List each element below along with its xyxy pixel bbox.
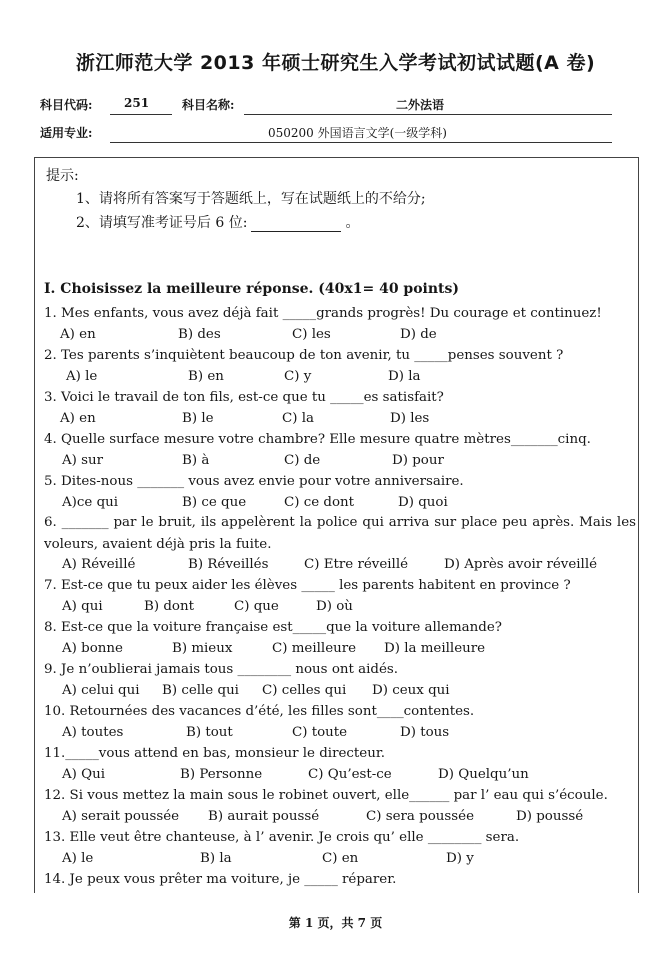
option-4d: D) pour <box>392 453 444 468</box>
tips-heading: 提示: <box>46 168 79 184</box>
option-7b: B) dont <box>144 599 194 614</box>
option-1b: B) des <box>178 327 221 342</box>
question-14: 14. Je peux vous prêter ma voiture, je _____ réparer. <box>44 872 397 887</box>
option-2b: B) en <box>188 369 224 384</box>
option-4b: B) à <box>182 453 210 468</box>
option-8a: A) bonne <box>62 641 123 656</box>
option-9b: B) celle qui <box>162 683 239 698</box>
option-3b: B) le <box>182 411 214 426</box>
option-6d: D) Après avoir réveillé <box>444 557 598 572</box>
option-11b: B) Personne <box>180 767 263 782</box>
option-10a: A) toutes <box>62 725 124 740</box>
option-10d: D) tous <box>400 725 450 740</box>
option-2d: D) la <box>388 369 421 384</box>
option-3d: D) les <box>390 411 430 426</box>
section-title: I. Choisissez la meilleure réponse. (40x1= 40 points) <box>44 281 460 297</box>
option-10b: B) tout <box>186 725 233 740</box>
option-9c: C) celles qui <box>262 683 347 698</box>
question-5: 5. Dites-nous _______ vous avez envie pour votre anniversaire. <box>44 474 464 489</box>
question-7: 7. Est-ce que tu peux aider les élèves _____ les parents habitent en province ? <box>44 578 571 593</box>
question-12: 12. Si vous mettez la main sous le robinet ouvert, elle______ par l’ eau qui s’écoule. <box>44 788 608 803</box>
question-9: 9. Je n’oublierai jamais tous ________ nous ont aidés. <box>44 662 399 677</box>
option-8b: B) mieux <box>172 641 233 656</box>
major-value: 050200 外国语言文学(一级学科) <box>268 126 447 140</box>
option-2a: A) le <box>66 369 98 384</box>
option-8c: C) meilleure <box>272 641 357 656</box>
option-1c: C) les <box>292 327 331 342</box>
option-4a: A) sur <box>62 453 104 468</box>
option-5a: A)ce qui <box>62 495 119 510</box>
exam-title: 浙江师范大学 2013 年硕士研究生入学考试初试试题(A 卷) <box>75 52 596 74</box>
candidate-number-blank <box>251 217 341 232</box>
question-2: 2. Tes parents s’inquiètent beaucoup de ton avenir, tu _____penses souvent ? <box>44 348 564 363</box>
option-13d: D) y <box>446 851 474 866</box>
option-1a: A) en <box>60 327 96 342</box>
tips-line-2-end: 。 <box>345 215 360 231</box>
question-3: 3. Voici le travail de ton fils, est-ce que tu _____es satisfait? <box>44 390 444 405</box>
option-10c: C) toute <box>292 725 348 740</box>
option-12b: B) aurait poussé <box>208 809 320 824</box>
question-4: 4. Quelle surface mesure votre chambre? Elle mesure quatre mètres_______cinq. <box>44 432 591 447</box>
option-13a: A) le <box>62 851 94 866</box>
page-number: 第 1 页，共 7 页 <box>288 916 383 930</box>
tips-line-1: 1、请将所有答案写于答题纸上，写在试题纸上的不给分; <box>76 191 426 207</box>
subject-code-label: 科目代码: <box>40 98 93 112</box>
option-9d: D) ceux qui <box>372 683 450 698</box>
option-11c: C) Qu’est-ce <box>308 767 392 782</box>
question-8: 8. Est-ce que la voiture française est_____que la voiture allemande? <box>44 620 502 635</box>
option-2c: C) y <box>284 369 312 384</box>
option-3a: A) en <box>60 411 96 426</box>
tips-line-2 <box>76 212 359 232</box>
option-12c: C) sera poussée <box>366 809 475 824</box>
option-12d: D) poussé <box>516 809 584 824</box>
option-7d: D) où <box>316 599 353 614</box>
option-3c: C) la <box>282 411 314 426</box>
option-13b: B) la <box>200 851 232 866</box>
option-5d: D) quoi <box>398 495 448 510</box>
option-1d: D) de <box>400 327 437 342</box>
subject-name-underline <box>244 114 612 115</box>
option-12a: A) serait poussée <box>62 809 180 824</box>
question-10: 10. Retournées des vacances d’été, les filles sont____contentes. <box>44 704 475 719</box>
option-7a: A) qui <box>62 599 103 614</box>
option-11a: A) Qui <box>62 767 106 782</box>
option-4c: C) de <box>284 453 321 468</box>
question-11: 11._____vous attend en bas, monsieur le directeur. <box>44 746 386 761</box>
question-1: 1. Mes enfants, vous avez déjà fait _____grands progrès! Du courage et continuez! <box>44 306 602 321</box>
subject-name-value: 二外法语 <box>396 98 445 112</box>
question-6: 6. _______ par le bruit, ils appelèrent la police qui arriva sur place peu après. Mais les voleurs, avaient déjà pris la fuite. <box>44 515 636 552</box>
major-underline <box>110 142 612 143</box>
option-13c: C) en <box>322 851 359 866</box>
subject-code-value: 251 <box>124 96 150 110</box>
option-7c: C) que <box>234 599 279 614</box>
option-8d: D) la meilleure <box>384 641 486 656</box>
tips-line-2-text: 2、请填写准考证号后 6 位: <box>76 215 248 231</box>
question-13: 13. Elle veut être chanteuse, à l’ avenir. Je crois qu’ elle ________ sera. <box>44 830 520 845</box>
option-11d: D) Quelqu’un <box>438 767 529 782</box>
option-9a: A) celui qui <box>62 683 140 698</box>
option-5b: B) ce que <box>182 495 247 510</box>
subject-code-underline <box>110 114 172 115</box>
subject-name-label: 科目名称: <box>182 98 235 112</box>
major-label: 适用专业: <box>40 126 93 140</box>
option-5c: C) ce dont <box>284 495 355 510</box>
option-6b: B) Réveillés <box>188 557 269 572</box>
option-6c: C) Etre réveillé <box>304 557 409 572</box>
option-6a: A) Réveillé <box>62 557 136 572</box>
